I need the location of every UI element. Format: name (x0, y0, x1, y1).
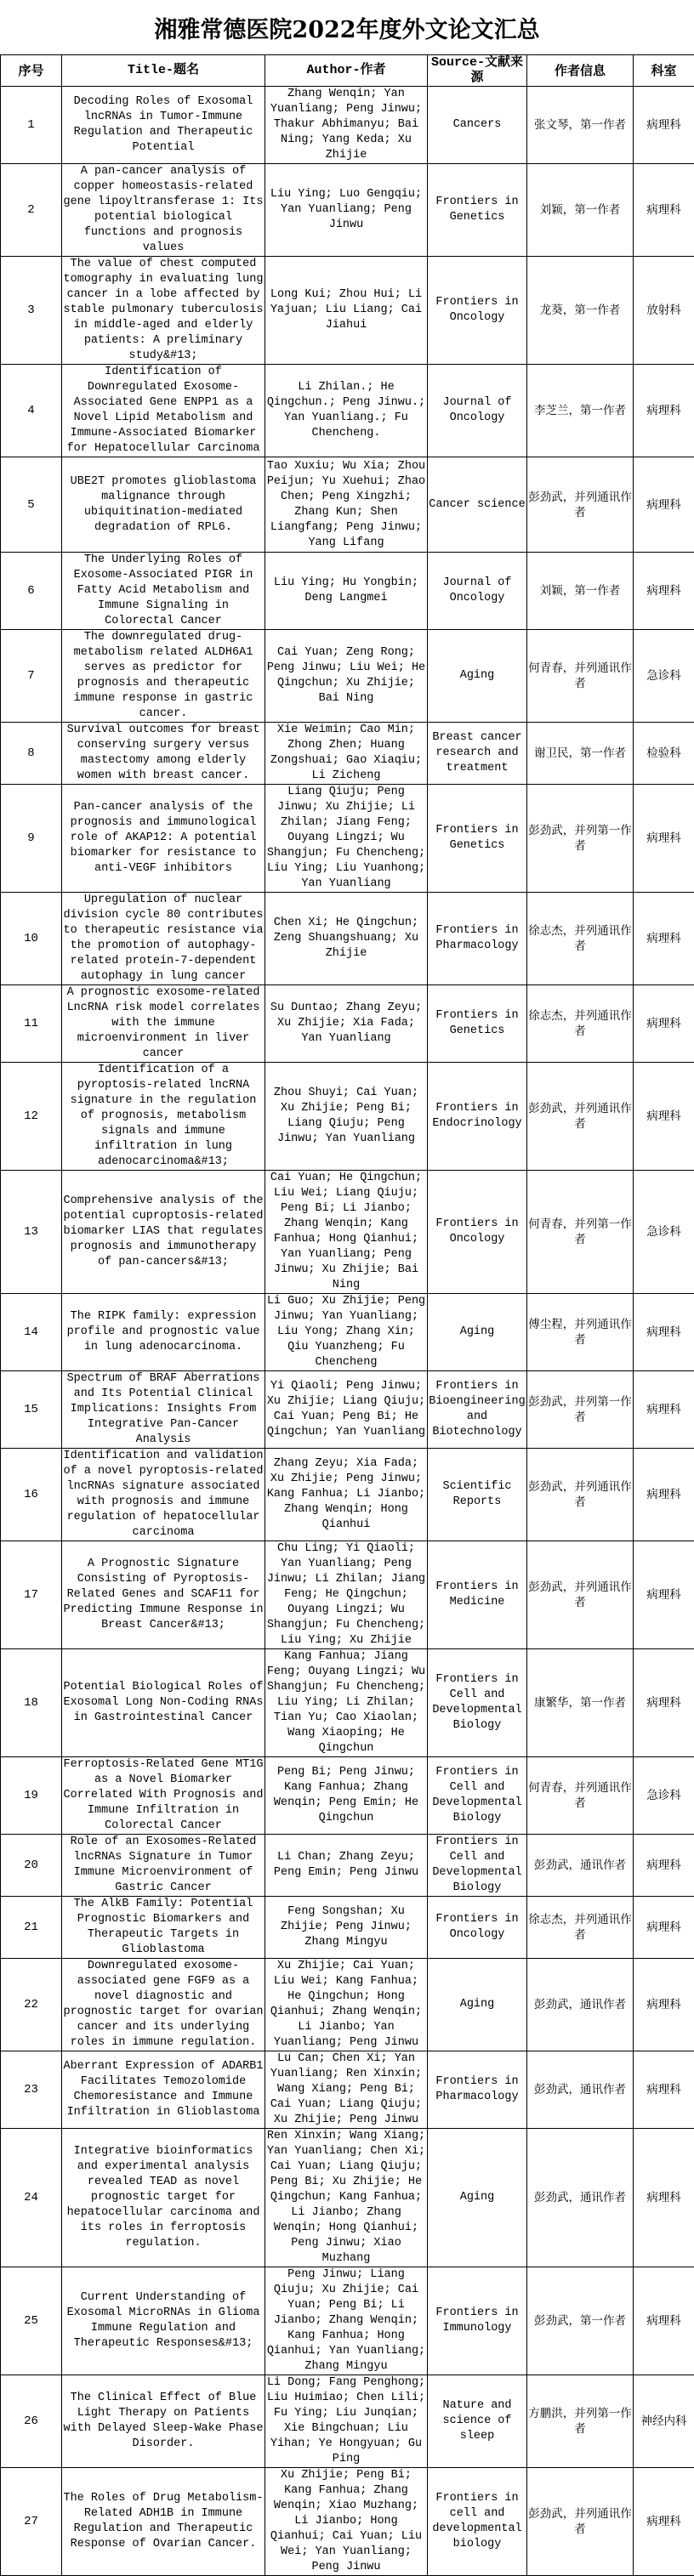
row-number: 16 (1, 1449, 62, 1541)
author-info: 彭劲武，并列第一作者 (527, 1371, 634, 1449)
paper-authors: Cai Yuan; He Qingchun; Liu Wei; Liang Qiuju; Peng Bi; Li Jianbo; Zhang Wenqin; Kang Fanhua; Hong Qianhui; Yan Yuanliang; Peng Jinwu; Xu Zhijie; Bai Ning (265, 1171, 428, 1294)
paper-authors: Li Zhilan.; He Qingchun.; Peng Jinwu.; Yan Yuanliang.; Fu Chencheng. (265, 365, 428, 457)
header-no: 序号 (1, 55, 62, 87)
paper-title: The Clinical Effect of Blue Light Therapy on Patients with Delayed Sleep-Wake Phase Disorder. (62, 2375, 265, 2468)
table-row (1, 553, 694, 630)
author-info: 徐志杰，并列通讯作者 (527, 1897, 634, 1959)
department: 病理科 (634, 457, 694, 553)
paper-source: Frontiers in Cell and Developmental Biology (428, 1649, 527, 1757)
author-info: 彭劲武，第一作者 (527, 2267, 634, 2375)
table-row (1, 1541, 694, 1649)
row-number: 4 (1, 365, 62, 457)
paper-title: Identification of a pyroptosis-related lncRNA signature in the regulation of prognosis, metabolism signals and immune infiltration in lung adenocarcinoma&#13; (62, 1063, 265, 1171)
paper-authors: Xie Weimin; Cao Min; Zhong Zhen; Huang Zongshuai; Gao Xiaqiu; Li Zicheng (265, 723, 428, 785)
paper-authors: Li Chan; Zhang Zeyu; Peng Emin; Peng Jinwu (265, 1835, 428, 1897)
row-number: 25 (1, 2267, 62, 2375)
paper-authors: Li Dong; Fang Penghong; Liu Huimiao; Chen Lili; Fu Ying; Liu Junqian; Xie Bingchuan; Liu Yihan; Ye Hongyuan; Gu Ping (265, 2375, 428, 2468)
paper-title: The RIPK family: expression profile and prognostic value in lung adenocarcinoma. (62, 1294, 265, 1371)
department: 病理科 (634, 2129, 694, 2267)
table-row (1, 1757, 694, 1835)
department: 病理科 (634, 2051, 694, 2129)
paper-source: Frontiers in Genetics (428, 164, 527, 257)
paper-source: Aging (428, 1959, 527, 2051)
department: 急诊科 (634, 1757, 694, 1835)
paper-title: UBE2T promotes glioblastoma malignance through ubiquitination-mediated degradation of RPL6. (62, 457, 265, 553)
table-row (1, 1063, 694, 1171)
department: 病理科 (634, 1897, 694, 1959)
paper-source: Aging (428, 1294, 527, 1371)
author-info: 彭劲武，通讯作者 (527, 1959, 634, 2051)
paper-source: Frontiers in Medicine (428, 1541, 527, 1649)
department: 神经内科 (634, 2375, 694, 2468)
department: 病理科 (634, 1835, 694, 1897)
author-info: 彭劲武，并列通讯作者 (527, 1063, 634, 1171)
author-info: 谢卫民，第一作者 (527, 723, 634, 785)
table-row (1, 2468, 694, 2576)
department: 病理科 (634, 1959, 694, 2051)
paper-source: Frontiers in Immunology (428, 2267, 527, 2375)
paper-title: Identification of Downregulated Exosome-Associated Gene ENPP1 as a Novel Lipid Metabolism and Immune-Associated Biomarker for Hepatocellular Carcinoma (62, 365, 265, 457)
paper-source: Frontiers in Cell and Developmental Biology (428, 1835, 527, 1897)
paper-authors: Feng Songshan; Xu Zhijie; Peng Jinwu; Zhang Mingyu (265, 1897, 428, 1959)
table-row (1, 365, 694, 457)
header-author: Author-作者 (265, 55, 428, 87)
table-header-row (1, 55, 694, 87)
paper-title: Identification and validation of a novel pyroptosis-related lncRNAs signature associated with prognosis and immune regulation of hepatocellular carcinoma (62, 1449, 265, 1541)
paper-title: The value of chest computed tomography in evaluating lung cancer in a lobe affected by stable pulmonary tuberculosis in middle-aged and elderly patients: A preliminary study&#13; (62, 257, 265, 365)
paper-source: Aging (428, 2129, 527, 2267)
paper-title: Aberrant Expression of ADARB1 Facilitates Temozolomide Chemoresistance and Immune Infiltration in Glioblastoma (62, 2051, 265, 2129)
table-row (1, 164, 694, 257)
author-info: 彭劲武，并列通讯作者 (527, 1541, 634, 1649)
table-row (1, 2129, 694, 2267)
paper-title: Spectrum of BRAF Aberrations and Its Potential Clinical Implications: Insights From Integrative Pan-Cancer Analysis (62, 1371, 265, 1449)
paper-source: Frontiers in Endocrinology (428, 1063, 527, 1171)
paper-title: Role of an Exosomes-Related lncRNAs Signature in Tumor Immune Microenvironment of Gastric Cancer (62, 1835, 265, 1897)
paper-title: The Roles of Drug Metabolism-Related ADH1B in Immune Regulation and Therapeutic Response of Ovarian Cancer. (62, 2468, 265, 2576)
paper-title: A prognostic exosome-related LncRNA risk model correlates with the immune microenvironment in liver cancer (62, 985, 265, 1063)
author-info: 彭劲武，并列第一作者 (527, 785, 634, 893)
paper-title: A pan-cancer analysis of copper homeostasis-related gene lipoyltransferase 1: Its potential biological functions and prognosis values (62, 164, 265, 257)
paper-authors: Zhang Wenqin; Yan Yuanliang; Peng Jinwu; Thakur Abhimanyu; Bai Ning; Yang Keda; Xu Zhijie (265, 87, 428, 164)
row-number: 2 (1, 164, 62, 257)
paper-authors: Xu Zhijie; Peng Bi; Kang Fanhua; Zhang Wenqin; Xiao Muzhang; Li Jianbo; Hong Qianhui; Cai Yuan; Liu Wei; Yan Yuanliang; Peng Jinwu (265, 2468, 428, 2576)
row-number: 13 (1, 1171, 62, 1294)
table-row (1, 1959, 694, 2051)
paper-source: Scientific Reports (428, 1449, 527, 1541)
author-info: 彭劲武，通讯作者 (527, 2129, 634, 2267)
paper-title: Ferroptosis-Related Gene MT1G as a Novel Biomarker Correlated With Prognosis and Immune Infiltration in Colorectal Cancer (62, 1757, 265, 1835)
row-number: 3 (1, 257, 62, 365)
department: 检验科 (634, 723, 694, 785)
department: 病理科 (634, 985, 694, 1063)
row-number: 11 (1, 985, 62, 1063)
author-info: 彭劲武，并列通讯作者 (527, 457, 634, 553)
paper-authors: Su Duntao; Zhang Zeyu; Xu Zhijie; Xia Fada; Yan Yuanliang (265, 985, 428, 1063)
table-row (1, 785, 694, 893)
author-info: 彭劲武，通讯作者 (527, 2051, 634, 2129)
paper-authors: Ren Xinxin; Wang Xiang; Yan Yuanliang; Chen Xi; Cai Yuan; Liang Qiuju; Peng Bi; Xu Zhijie; He Qingchun; Kang Fanhua; Li Jianbo; Zhang Wenqin; Hong Qianhui; Peng Jinwu; Xiao Muzhang (265, 2129, 428, 2267)
author-info: 康繁华，第一作者 (527, 1649, 634, 1757)
paper-title: The AlkB Family: Potential Prognostic Biomarkers and Therapeutic Targets in Glioblastoma (62, 1897, 265, 1959)
paper-source: Frontiers in Genetics (428, 985, 527, 1063)
paper-authors: Li Guo; Xu Zhijie; Peng Jinwu; Yan Yuanliang; Liu Yong; Zhang Xin; Qiu Yuanzheng; Fu Chencheng (265, 1294, 428, 1371)
paper-source: Frontiers in Pharmacology (428, 893, 527, 985)
paper-authors: Liang Qiuju; Peng Jinwu; Xu Zhijie; Li Zhilan; Jiang Feng; Ouyang Lingzi; Wu Shangjun; Fu Chencheng; Liu Ying; Liu Yuanhong; Yan Yuanliang (265, 785, 428, 893)
department: 病理科 (634, 87, 694, 164)
department: 病理科 (634, 553, 694, 630)
page-title: 湘雅常德医院2022年度外文论文汇总 (0, 0, 694, 55)
department: 病理科 (634, 1063, 694, 1171)
table-row (1, 1897, 694, 1959)
header-title: Title-题名 (62, 55, 265, 87)
table-row (1, 1449, 694, 1541)
paper-title: The Underlying Roles of Exosome-Associated PIGR in Fatty Acid Metabolism and Immune Signaling in Colorectal Cancer (62, 553, 265, 630)
paper-authors: Peng Bi; Peng Jinwu; Kang Fanhua; Zhang Wenqin; Peng Emin; He Qingchun (265, 1757, 428, 1835)
author-info: 傅尘程，并列通讯作者 (527, 1294, 634, 1371)
author-info: 彭劲武，通讯作者 (527, 1835, 634, 1897)
row-number: 8 (1, 723, 62, 785)
table-row (1, 457, 694, 553)
row-number: 20 (1, 1835, 62, 1897)
department: 病理科 (634, 164, 694, 257)
row-number: 9 (1, 785, 62, 893)
paper-title: The downregulated drug-metabolism related ALDH6A1 serves as predictor for prognosis and therapeutic immune response in gastric cancer. (62, 630, 265, 723)
row-number: 6 (1, 553, 62, 630)
row-number: 12 (1, 1063, 62, 1171)
paper-source: Nature and science of sleep (428, 2375, 527, 2468)
department: 病理科 (634, 365, 694, 457)
table-row (1, 1171, 694, 1294)
row-number: 19 (1, 1757, 62, 1835)
paper-authors: Tao Xuxiu; Wu Xia; Zhou Peijun; Yu Xuehui; Zhao Chen; Peng Xingzhi; Zhang Kun; Shen Liangfang; Peng Jinwu; Yang Lifang (265, 457, 428, 553)
paper-authors: Long Kui; Zhou Hui; Li Yajuan; Liu Liang; Cai Jiahui (265, 257, 428, 365)
department: 急诊科 (634, 1171, 694, 1294)
paper-authors: Yi Qiaoli; Peng Jinwu; Xu Zhijie; Liang Qiuju; Cai Yuan; Peng Bi; He Qingchun; Yan Yuanliang (265, 1371, 428, 1449)
paper-authors: Zhou Shuyi; Cai Yuan; Xu Zhijie; Peng Bi; Liang Qiuju; Peng Jinwu; Yan Yuanliang (265, 1063, 428, 1171)
author-info: 徐志杰，并列通讯作者 (527, 893, 634, 985)
paper-source: Frontiers in Oncology (428, 1897, 527, 1959)
row-number: 24 (1, 2129, 62, 2267)
row-number: 7 (1, 630, 62, 723)
row-number: 27 (1, 2468, 62, 2576)
row-number: 21 (1, 1897, 62, 1959)
paper-source: Cancers (428, 87, 527, 164)
paper-source: Frontiers in Cell and Developmental Biology (428, 1757, 527, 1835)
row-number: 17 (1, 1541, 62, 1649)
paper-source: Cancer science (428, 457, 527, 553)
author-info: 方鹏洪，并列第一作者 (527, 2375, 634, 2468)
header-author-info: 作者信息 (527, 55, 634, 87)
table-row (1, 1835, 694, 1897)
table-row (1, 723, 694, 785)
author-info: 刘颖，第一作者 (527, 164, 634, 257)
paper-authors: Liu Ying; Luo Gengqiu; Yan Yuanliang; Peng Jinwu (265, 164, 428, 257)
paper-authors: Chu Ling; Yi Qiaoli; Yan Yuanliang; Peng Jinwu; Li Zhilan; Jiang Feng; He Qingchun; Ouyang Lingzi; Wu Shangjun; Fu Chencheng; Liu Ying; Xu Zhijie (265, 1541, 428, 1649)
paper-authors: Cai Yuan; Zeng Rong; Peng Jinwu; Liu Wei; He Qingchun; Xu Zhijie; Bai Ning (265, 630, 428, 723)
row-number: 10 (1, 893, 62, 985)
paper-authors: Chen Xi; He Qingchun; Zeng Shuangshuang; Xu Zhijie (265, 893, 428, 985)
paper-title: Integrative bioinformatics and experimental analysis revealed TEAD as novel prognostic target for hepatocellular carcinoma and its roles in ferroptosis regulation. (62, 2129, 265, 2267)
author-info: 张文琴，第一作者 (527, 87, 634, 164)
table-row (1, 257, 694, 365)
header-department: 科室 (634, 55, 694, 87)
department: 病理科 (634, 1371, 694, 1449)
paper-authors: Xu Zhijie; Cai Yuan; Liu Wei; Kang Fanhua; He Qingchun; Hong Qianhui; Zhang Wenqin; Li Jianbo; Yan Yuanliang; Peng Jinwu (265, 1959, 428, 2051)
paper-title: Pan-cancer analysis of the prognosis and immunological role of AKAP12: A potential biomarker for resistance to anti-VEGF inhibitors (62, 785, 265, 893)
department: 病理科 (634, 1649, 694, 1757)
paper-title: Comprehensive analysis of the potential cuproptosis-related biomarker LIAS that regulates prognosis and immunotherapy of pan-cancers&#13; (62, 1171, 265, 1294)
department: 病理科 (634, 1449, 694, 1541)
paper-source: Frontiers in Pharmacology (428, 2051, 527, 2129)
row-number: 22 (1, 1959, 62, 2051)
paper-authors: Kang Fanhua; Jiang Feng; Ouyang Lingzi; Wu Shangjun; Fu Chencheng; Liu Ying; Li Zhilan; Tian Yu; Cao Xiaolan; Wang Xiaoping; He Qingchun (265, 1649, 428, 1757)
table-row (1, 2051, 694, 2129)
author-info: 何青春，并列通讯作者 (527, 1757, 634, 1835)
author-info: 何青春，并列第一作者 (527, 1171, 634, 1294)
author-info: 李芝兰，第一作者 (527, 365, 634, 457)
row-number: 23 (1, 2051, 62, 2129)
row-number: 14 (1, 1294, 62, 1371)
row-number: 5 (1, 457, 62, 553)
department: 病理科 (634, 1541, 694, 1649)
paper-title: Upregulation of nuclear division cycle 80 contributes to therapeutic resistance via the promotion of autophagy-related protein-7-dependent autophagy in lung cancer (62, 893, 265, 985)
author-info: 刘颖，第一作者 (527, 553, 634, 630)
table-row (1, 985, 694, 1063)
paper-source: Frontiers in Bioengineering and Biotechnology (428, 1371, 527, 1449)
author-info: 何青春，并列通讯作者 (527, 630, 634, 723)
papers-table (0, 54, 694, 2576)
paper-title: Decoding Roles of Exosomal lncRNAs in Tumor-Immune Regulation and Therapeutic Potential (62, 87, 265, 164)
row-number: 26 (1, 2375, 62, 2468)
paper-source: Breast cancer research and treatment (428, 723, 527, 785)
author-info: 彭劲武，并列通讯作者 (527, 1449, 634, 1541)
row-number: 18 (1, 1649, 62, 1757)
department: 放射科 (634, 257, 694, 365)
paper-title: Current Understanding of Exosomal MicroRNAs in Glioma Immune Regulation and Therapeutic Responses&#13; (62, 2267, 265, 2375)
department: 病理科 (634, 2468, 694, 2576)
paper-source: Journal of Oncology (428, 365, 527, 457)
paper-source: Frontiers in Genetics (428, 785, 527, 893)
table-row (1, 1371, 694, 1449)
paper-title: Downregulated exosome-associated gene FGF9 as a novel diagnostic and prognostic target for ovarian cancer and its underlying roles in immune regulation. (62, 1959, 265, 2051)
table-row (1, 630, 694, 723)
department: 病理科 (634, 1294, 694, 1371)
paper-source: Aging (428, 630, 527, 723)
paper-authors: Peng Jinwu; Liang Qiuju; Xu Zhijie; Cai Yuan; Peng Bi; Li Jianbo; Zhang Wenqin; Kang Fanhua; Hong Qianhui; Yan Yuanliang; Zhang Mingyu (265, 2267, 428, 2375)
department: 急诊科 (634, 630, 694, 723)
table-row (1, 893, 694, 985)
author-info: 徐志杰，并列通讯作者 (527, 985, 634, 1063)
header-source: Source-文献来源 (428, 55, 527, 87)
table-row (1, 87, 694, 164)
row-number: 1 (1, 87, 62, 164)
paper-source: Frontiers in cell and developmental biology (428, 2468, 527, 2576)
paper-title: A Prognostic Signature Consisting of Pyroptosis-Related Genes and SCAF11 for Predicting Immune Response in Breast Cancer&#13; (62, 1541, 265, 1649)
paper-source: Frontiers in Oncology (428, 257, 527, 365)
paper-authors: Lu Can; Chen Xi; Yan Yuanliang; Ren Xinxin; Wang Xiang; Peng Bi; Cai Yuan; Liang Qiuju; Xu Zhijie; Peng Jinwu (265, 2051, 428, 2129)
department: 病理科 (634, 893, 694, 985)
paper-source: Frontiers in Oncology (428, 1171, 527, 1294)
department: 病理科 (634, 2267, 694, 2375)
paper-authors: Liu Ying; Hu Yongbin; Deng Langmei (265, 553, 428, 630)
paper-title: Survival outcomes for breast conserving surgery versus mastectomy among elderly women with breast cancer. (62, 723, 265, 785)
table-row (1, 1649, 694, 1757)
author-info: 彭劲武，并列通讯作者 (527, 2468, 634, 2576)
paper-authors: Zhang Zeyu; Xia Fada; Xu Zhijie; Peng Jinwu; Kang Fanhua; Li Jianbo; Zhang Wenqin; Hong Qianhui (265, 1449, 428, 1541)
department: 病理科 (634, 785, 694, 893)
author-info: 龙葵，第一作者 (527, 257, 634, 365)
table-row (1, 1294, 694, 1371)
table-row (1, 2375, 694, 2468)
table-row (1, 2267, 694, 2375)
paper-title: Potential Biological Roles of Exosomal Long Non-Coding RNAs in Gastrointestinal Cancer (62, 1649, 265, 1757)
row-number: 15 (1, 1371, 62, 1449)
paper-source: Journal of Oncology (428, 553, 527, 630)
